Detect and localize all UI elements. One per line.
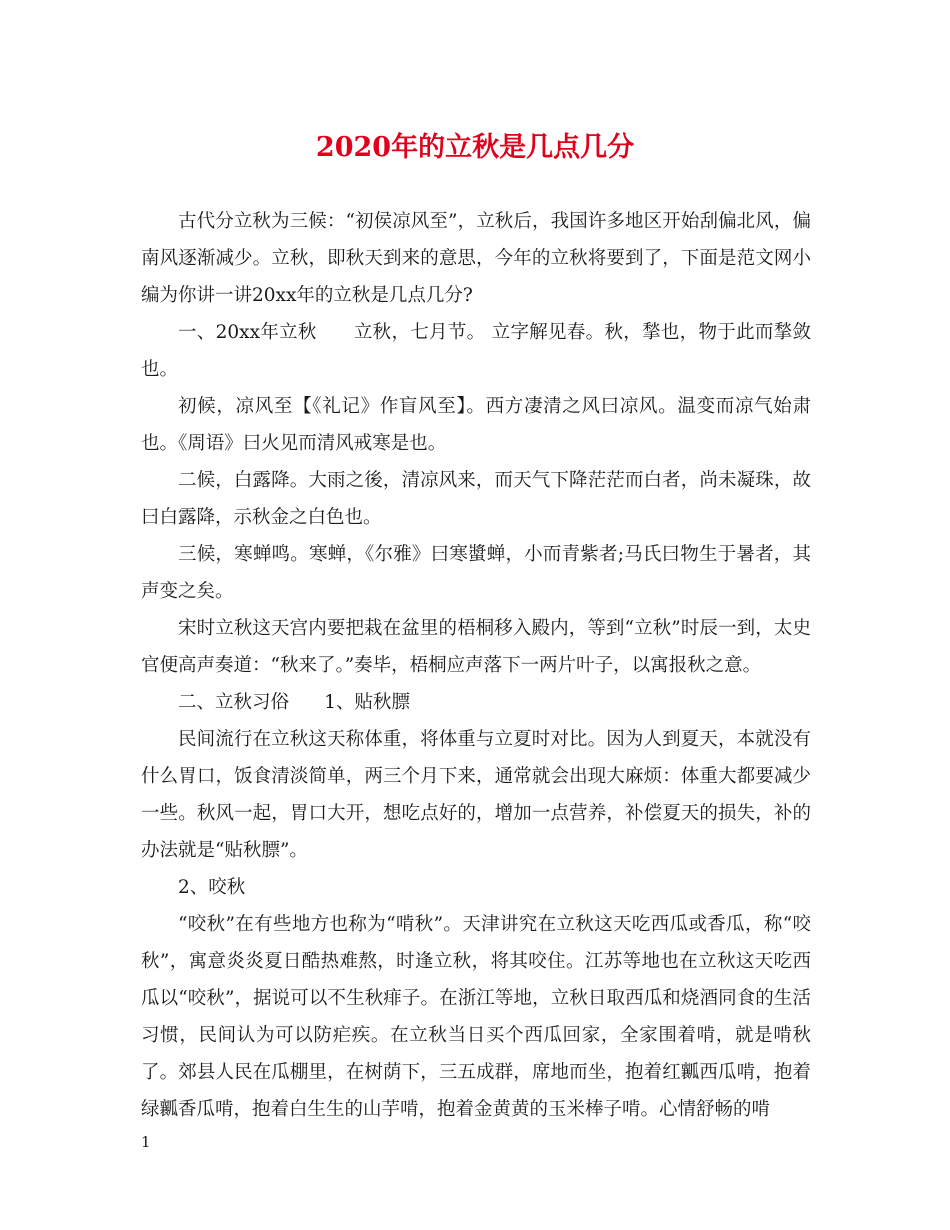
paragraph-third-pentad: 三候，寒蝉鸣。寒蝉，《尔雅》曰寒螿蝉，小而青紫者;马氏曰物生于暑者，其声变之矣。 [141,544,811,602]
paragraph-section-2-heading: 二、立秋习俗 1、贴秋膘 [178,692,411,713]
paragraph-section-1-heading: 一、20xx年立秋 立秋，七月节。 立字解见春。秋，揫也，物于此而揫敛也。 [141,322,811,380]
paragraph-tie-qiu-biao: 民间流行在立秋这天称体重，将体重与立夏时对比。因为人到夏天，本就没有什么胃口，饭食清淡简单，两三个月下来，通常就会出现大麻烦：体重大都要减少一些。秋风一起，胃口大开，想吃点好的，增加一点营养，补偿夏天的损失，补的办法就是“贴秋膘”。 [141,729,811,861]
paragraph-intro: 古代分立秋为三候：“初侯凉风至”，立秋后，我国许多地区开始刮偏北风，偏南风逐渐减少。立秋，即秋天到来的意思，今年的立秋将要到了，下面是范文网小编为你讲一讲20xx年的立秋是几点几分? [141,211,811,306]
paragraph-second-pentad: 二候，白露降。大雨之後，清凉风来，而天气下降茫茫而白者，尚未凝珠，故曰白露降，示秋金之白色也。 [141,470,811,528]
paragraph-first-pentad: 初候，凉风至【《礼记》作盲风至】。西方凄清之风曰凉风。温变而凉气始肃也。《周语》曰火见而清风戒寒是也。 [141,396,811,454]
document-title: 2020年的立秋是几点几分 [315,132,635,163]
paragraph-song-dynasty: 宋时立秋这天宫内要把栽在盆里的梧桐移入殿内，等到“立秋”时辰一到，太史官便高声奏道：“秋来了。”奏毕，梧桐应声落下一两片叶子，以寓报秋之意。 [141,618,811,676]
paragraph-yao-qiu: “咬秋”在有些地方也称为“啃秋”。天津讲究在立秋这天吃西瓜或香瓜，称“咬秋”，寓意炎炎夏日酷热难熬，时逢立秋，将其咬住。江苏等地也在立秋这天吃西瓜以“咬秋”，据说可以不生秋痱子。在浙江等地，立秋日取西瓜和烧酒同食的生活习惯，民间认为可以防疟疾。在立秋当日买个西瓜回家，全家围着啃，就是啃秋了。郊县人民在瓜棚里，在树荫下，三五成群，席地而坐，抱着红瓤西瓜啃，抱着绿瓤香瓜啃，抱着白生生的山芋啃，抱着金黄黄的玉米棒子啃。心情舒畅的啃 [141,914,811,1120]
document-body [141,203,811,1128]
page-number: 1 [141,1133,151,1151]
paragraph-yao-qiu-heading: 2、咬秋 [178,877,246,898]
